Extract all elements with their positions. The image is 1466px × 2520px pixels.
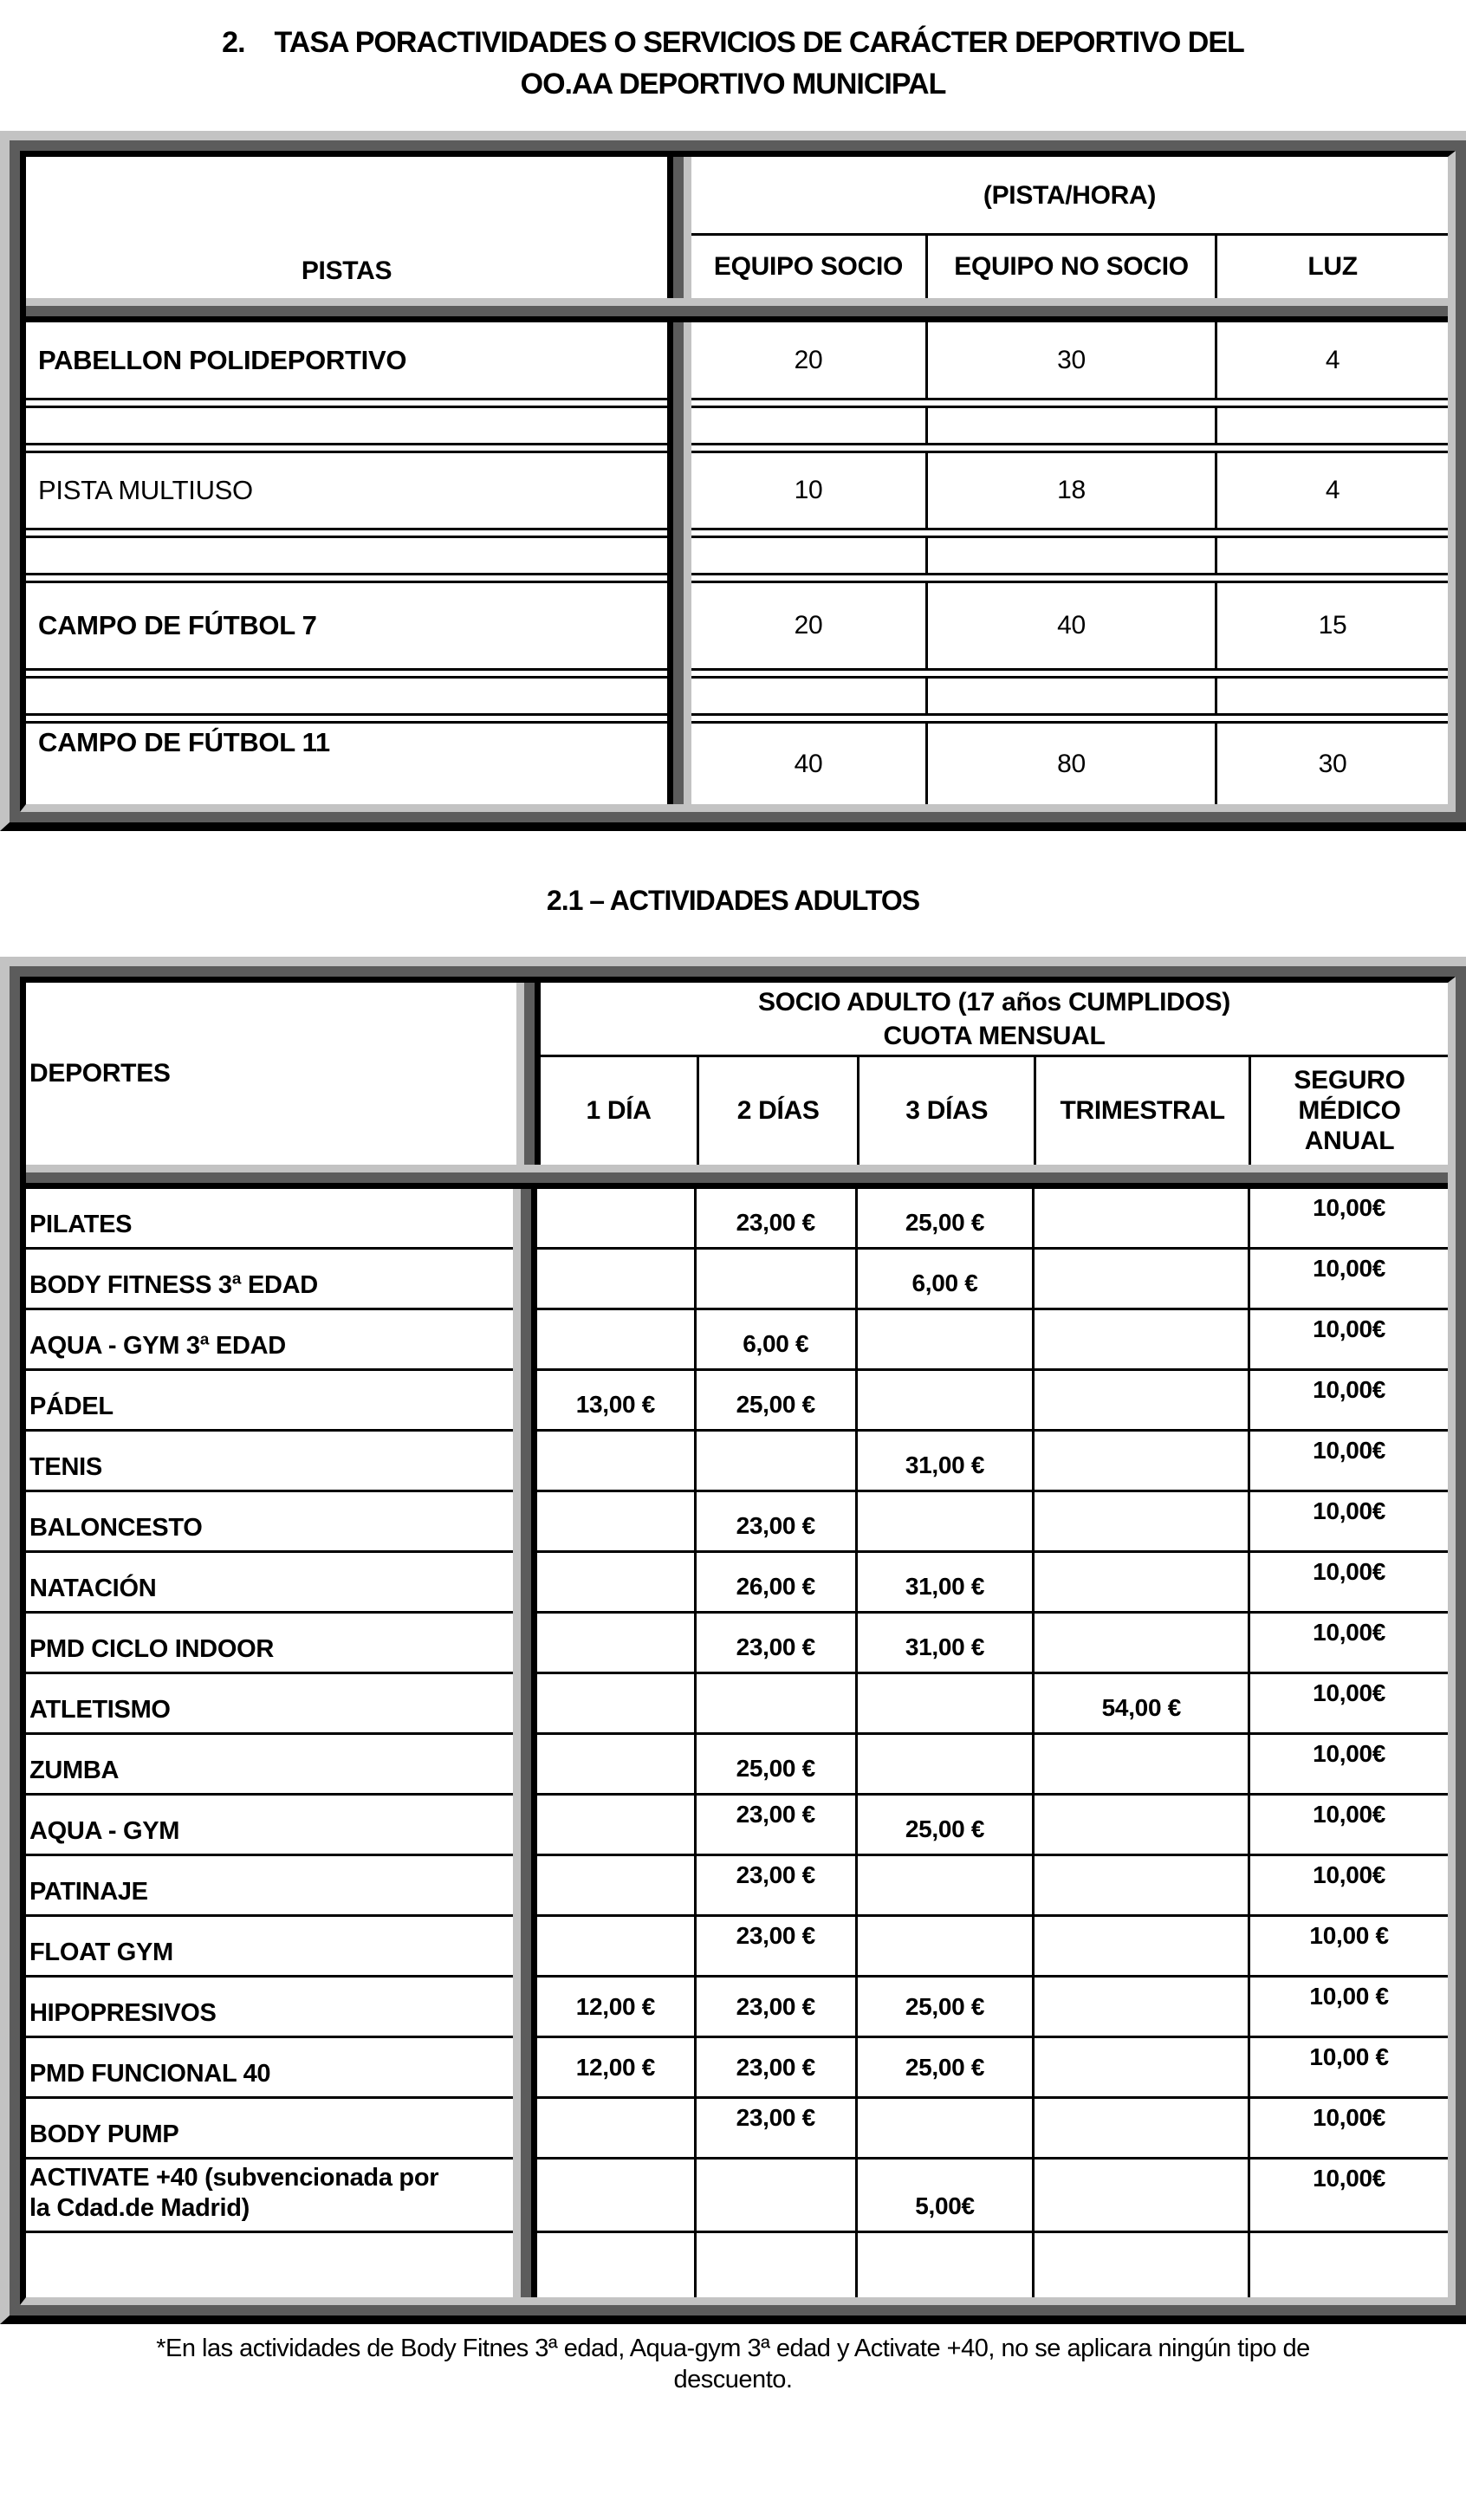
actividades-header-right [541,983,1448,1165]
price-3dias-cell [858,1310,1035,1368]
header-body-divider [26,298,1448,322]
seguro-cell: 10,00€ [1313,1740,1386,1768]
header-body-divider [26,1165,1448,1189]
pistas-column-header-cell [26,157,667,298]
activity-label: BALONCESTO [29,1514,203,1543]
table-row [26,322,1448,400]
price-trimestral-cell [1035,1371,1250,1429]
row-values [537,1432,1448,1492]
border-channel [667,157,691,298]
activity-label: PMD CICLO INDOOR [29,1635,274,1664]
luz-price-cell [1217,408,1448,443]
socio-price-cell: 20 [691,322,928,398]
border-channel [513,1856,537,1917]
activity-label: PILATES [29,1211,133,1239]
table-row [26,1492,1448,1553]
price-trimestral-cell [1035,1796,1250,1854]
price-2dias-cell: 6,00 € [697,1310,858,1368]
row-values [537,1614,1448,1674]
col-header-equipo-socio: EQUIPO SOCIO [691,236,928,298]
table-row [26,1250,1448,1310]
price-1dia-cell [537,1614,697,1672]
price-1dia-cell [537,1917,697,1975]
price-trimestral-cell [1035,1250,1250,1308]
price-2dias-cell: 23,00 € [697,2099,858,2157]
price-1dia-cell [537,1553,697,1611]
col-header-1-dia: 1 DÍA [541,1057,699,1165]
table-row [26,716,1448,804]
actividades-price-column-headers [541,1057,1448,1165]
no-socio-price-cell: 40 [928,583,1217,668]
price-2dias-cell [697,1250,858,1308]
facility-label-cell [26,581,667,671]
price-3dias-cell [858,1492,1035,1550]
border-channel [513,1917,537,1978]
no-socio-price-cell [928,538,1217,573]
border-channel [516,983,541,1165]
table-row [26,1553,1448,1614]
spacer-cell [26,536,667,575]
activity-label: PATINAJE [29,1878,148,1906]
facility-label: PISTA MULTIUSO [38,475,253,506]
price-trimestral-cell [1035,2233,1250,2297]
table-row [26,1856,1448,1917]
border-channel [667,716,691,804]
table-row [26,575,1448,671]
price-trimestral-cell [1035,1614,1250,1672]
row-values [537,2099,1448,2160]
page-title-line2: OO.AA DEPORTIVO MUNICIPAL [520,67,946,101]
page-title [52,23,1414,105]
border-channel [667,445,691,530]
activity-label-cell [26,1978,513,2038]
title-number: 2. [222,26,245,59]
price-trimestral-cell [1035,2160,1250,2231]
group-header-line1: SOCIO ADULTO (17 años CUMPLIDOS) [758,987,1230,1016]
activity-label-cell [26,1796,513,1856]
socio-price-cell [691,538,928,573]
activity-label: HIPOPRESIVOS [29,1999,217,2028]
activity-label: NATACIÓN [29,1575,157,1603]
seguro-cell: 10,00€ [1313,2165,1386,2192]
row-values [537,1310,1448,1371]
border-channel [667,530,691,575]
price-trimestral-cell [1035,1735,1250,1793]
seguro-cell: 10,00€ [1313,1861,1386,1889]
footnote-line1: *En las actividades de Body Fitnes 3ª edad, Aqua-gym 3ª edad y Activate +40, no se aplicara ningún tipo de [156,2334,1310,2362]
row-values [691,676,1448,716]
facility-label: CAMPO DE FÚTBOL 11 [38,727,330,758]
price-2dias-cell: 23,00 € [697,1492,858,1550]
border-channel [513,2160,537,2233]
border-channel [513,1250,537,1310]
luz-price-cell: 4 [1325,345,1340,374]
price-2dias-cell [697,2233,858,2297]
col-header-equipo-no-socio: EQUIPO NO SOCIO [928,236,1217,298]
seguro-cell: 10,00€ [1313,1558,1386,1586]
price-1dia-cell: 13,00 € [537,1371,697,1429]
border-channel [513,1978,537,2038]
activity-label-cell [26,1371,513,1432]
price-3dias-cell: 25,00 € [858,1189,1035,1247]
row-values [537,1553,1448,1614]
spacer-row [26,400,1448,445]
seguro-cell: 10,00€ [1313,1801,1386,1828]
price-3dias-cell [858,1371,1035,1429]
luz-price-cell: 30 [1318,749,1347,778]
table-row [26,1310,1448,1371]
border-channel [513,1674,537,1735]
actividades-table-body [26,1189,1448,2297]
price-3dias-cell [858,2099,1035,2157]
table-row [26,445,1448,530]
activity-label-cell [26,2160,513,2233]
activity-label: ZUMBA [29,1757,120,1785]
title-text: TASA PORACTIVIDADES O SERVICIOS DE CARÁCTER DEPORTIVO DEL [274,26,1244,59]
row-values [691,581,1448,671]
socio-adulto-group-header [541,983,1448,1057]
table-row [26,1978,1448,2038]
price-2dias-cell [697,1432,858,1490]
border-channel [513,1371,537,1432]
price-3dias-cell: 31,00 € [858,1432,1035,1490]
price-trimestral-cell [1035,1189,1250,1247]
row-values [537,1674,1448,1735]
luz-price-cell: 15 [1318,611,1347,640]
facility-label-cell [26,451,667,530]
activity-label-cell [26,1189,513,1250]
price-2dias-cell: 23,00 € [697,1978,858,2036]
price-2dias-cell: 25,00 € [697,1735,858,1793]
price-3dias-cell: 5,00€ [858,2160,1035,2231]
border-channel [513,2233,537,2297]
pistas-table-header [26,157,1448,298]
table-row [26,1917,1448,1978]
facility-label-cell [26,721,667,804]
price-trimestral-cell [1035,1917,1250,1975]
price-trimestral-cell [1035,2099,1250,2157]
price-1dia-cell [537,1492,697,1550]
spacer-row [26,671,1448,716]
empty-row [26,2233,1448,2297]
no-socio-price-cell: 30 [928,322,1217,398]
row-values [691,406,1448,445]
table-row [26,2038,1448,2099]
price-2dias-cell: 26,00 € [697,1553,858,1611]
spacer-cell [26,676,667,716]
border-channel [667,400,691,445]
row-values [537,1250,1448,1310]
activity-label: ATLETISMO [29,1696,171,1724]
seguro-cell: 10,00€ [1313,1679,1386,1707]
price-2dias-cell [697,2160,858,2231]
actividades-adultos-table [0,957,1466,2324]
price-1dia-cell [537,1735,697,1793]
price-1dia-cell [537,1189,697,1247]
facility-label: CAMPO DE FÚTBOL 7 [38,610,317,641]
price-2dias-cell: 23,00 € [697,1856,858,1914]
table-row [26,1614,1448,1674]
socio-price-cell: 10 [691,453,928,528]
table-row [26,1189,1448,1250]
footnote [35,2333,1431,2396]
row-values [537,2038,1448,2099]
price-1dia-cell [537,1250,697,1308]
seguro-cell: 10,00 € [1309,1983,1389,2010]
table-row [26,1674,1448,1735]
table-row [26,2099,1448,2160]
price-3dias-cell: 25,00 € [858,1796,1035,1854]
seguro-cell: 10,00 € [1309,1922,1389,1950]
socio-price-cell [691,408,928,443]
socio-price-cell [691,679,928,713]
border-channel [667,322,691,400]
price-1dia-cell [537,2233,697,2297]
facility-label: PABELLON POLIDEPORTIVO [38,344,407,375]
col-header-2-dias: 2 DÍAS [699,1057,859,1165]
price-trimestral-cell [1035,1310,1250,1368]
col-header-seguro-medico-anual [1251,1057,1448,1165]
col-header-trimestral: TRIMESTRAL [1036,1057,1251,1165]
pistas-price-column-headers [691,236,1448,298]
table-row [26,1735,1448,1796]
seguro-cell: 10,00€ [1313,2104,1386,2132]
activity-label: PMD FUNCIONAL 40 [29,2060,271,2088]
price-1dia-cell [537,1310,697,1368]
price-3dias-cell: 25,00 € [858,1978,1035,2036]
price-2dias-cell: 23,00 € [697,1917,858,1975]
seguro-cell: 10,00€ [1313,1619,1386,1646]
price-3dias-cell [858,1917,1035,1975]
price-1dia-cell [537,1432,697,1490]
pista-hora-group-header: (PISTA/HORA) [691,157,1448,236]
socio-price-cell: 40 [691,724,928,804]
no-socio-price-cell [928,408,1217,443]
price-1dia-cell [537,1856,697,1914]
row-values [537,2160,1448,2233]
price-1dia-cell [537,2160,697,2231]
row-values [537,1735,1448,1796]
luz-price-cell [1217,538,1448,573]
border-channel [513,1492,537,1553]
price-2dias-cell: 23,00 € [697,2038,858,2096]
row-values [537,1371,1448,1432]
activity-label: FLOAT GYM [29,1939,173,1967]
pistas-table [0,131,1466,831]
border-channel [667,671,691,716]
facility-label-cell [26,322,667,400]
price-3dias-cell: 31,00 € [858,1553,1035,1611]
deportes-column-header-cell [26,983,516,1165]
seguro-cell: 10,00€ [1313,1255,1386,1283]
row-values [537,1189,1448,1250]
price-trimestral-cell [1035,1553,1250,1611]
row-values [537,2233,1448,2297]
activity-label-cell [26,1250,513,1310]
border-channel [513,1735,537,1796]
seguro-cell: 10,00 € [1309,2043,1389,2071]
table-row [26,1371,1448,1432]
activity-label: BODY PUMP [29,2121,179,2149]
luz-price-cell: 4 [1325,476,1340,505]
activity-label-cell [26,1735,513,1796]
activity-label: TENIS [29,1453,102,1482]
activity-label-cell [26,1917,513,1978]
border-channel [513,2038,537,2099]
activity-label-cell [26,2038,513,2099]
activity-label: ACTIVATE +40 (subvencionada por la Cdad.de Madrid) [29,2164,439,2222]
row-values [537,1796,1448,1856]
seguro-cell: 10,00€ [1313,1315,1386,1343]
spacer-row [26,530,1448,575]
col-header-luz: LUZ [1307,251,1358,281]
row-values [537,1856,1448,1917]
seguro-cell: 10,00€ [1313,1497,1386,1525]
actividades-table-inner [20,977,1456,2305]
price-2dias-cell: 25,00 € [697,1371,858,1429]
seguro-cell: 10,00€ [1313,1376,1386,1404]
price-1dia-cell [537,1796,697,1854]
no-socio-price-cell: 18 [928,453,1217,528]
row-values [691,536,1448,575]
border-channel [513,1432,537,1492]
row-values [691,322,1448,400]
no-socio-price-cell: 80 [928,724,1217,804]
group-header-line2: CUOTA MENSUAL [883,1021,1106,1050]
socio-price-cell: 20 [691,583,928,668]
activity-label: PÁDEL [29,1393,114,1421]
price-trimestral-cell: 54,00 € [1035,1674,1250,1732]
seguro-cell [1250,2233,1448,2297]
row-values [537,1978,1448,2038]
price-3dias-cell [858,1856,1035,1914]
actividades-table-header [26,983,1448,1165]
price-2dias-cell: 23,00 € [697,1614,858,1672]
price-1dia-cell: 12,00 € [537,1978,697,2036]
activity-label-cell [26,1674,513,1735]
border-channel [513,2099,537,2160]
row-values [537,1917,1448,1978]
activity-label-cell [26,1614,513,1674]
price-trimestral-cell [1035,1492,1250,1550]
activity-label-cell [26,1856,513,1917]
price-2dias-cell: 23,00 € [697,1189,858,1247]
price-trimestral-cell [1035,1978,1250,2036]
pistas-table-inner [20,151,1456,812]
price-3dias-cell: 31,00 € [858,1614,1035,1672]
activity-label-cell [26,2099,513,2160]
empty-label-cell [26,2233,513,2297]
price-1dia-cell: 12,00 € [537,2038,697,2096]
price-3dias-cell [858,2233,1035,2297]
activity-label: BODY FITNESS 3ª EDAD [29,1271,318,1300]
seguro-header-text: SEGURO MÉDICO ANUAL [1294,1065,1405,1155]
activity-label: AQUA - GYM [29,1817,180,1846]
price-3dias-cell [858,1674,1035,1732]
price-2dias-cell [697,1674,858,1732]
border-channel [513,1553,537,1614]
deportes-column-header: DEPORTES [29,1059,171,1088]
footnote-line2: descuento. [673,2366,793,2394]
price-trimestral-cell [1035,1856,1250,1914]
seguro-cell: 10,00€ [1313,1437,1386,1465]
activity-label-cell [26,1553,513,1614]
border-channel [667,575,691,671]
border-channel [513,1614,537,1674]
price-1dia-cell [537,2099,697,2157]
activity-label: AQUA - GYM 3ª EDAD [29,1332,286,1361]
table-row [26,2160,1448,2233]
luz-price-cell [1217,679,1448,713]
pistas-column-header: PISTAS [301,257,392,286]
col-header-3-dias: 3 DÍAS [859,1057,1036,1165]
activity-label-cell [26,1432,513,1492]
price-3dias-cell: 6,00 € [858,1250,1035,1308]
border-channel [513,1310,537,1371]
price-1dia-cell [537,1674,697,1732]
activity-label-cell [26,1492,513,1553]
activity-label-cell [26,1310,513,1371]
no-socio-price-cell [928,679,1217,713]
price-trimestral-cell [1035,1432,1250,1490]
price-2dias-cell: 23,00 € [697,1796,858,1854]
row-values [691,451,1448,530]
price-3dias-cell [858,1735,1035,1793]
pistas-header-right [691,157,1448,298]
price-trimestral-cell [1035,2038,1250,2096]
table-row [26,1432,1448,1492]
border-channel [513,1796,537,1856]
price-3dias-cell: 25,00 € [858,2038,1035,2096]
row-values [537,1492,1448,1553]
section-heading: 2.1 – ACTIVIDADES ADULTOS [546,885,920,917]
spacer-cell [26,406,667,445]
page-title-line1 [52,23,1414,64]
row-values [691,721,1448,804]
seguro-cell: 10,00€ [1313,1194,1386,1222]
pistas-table-body [26,322,1448,804]
border-channel [513,1189,537,1250]
table-row [26,1796,1448,1856]
